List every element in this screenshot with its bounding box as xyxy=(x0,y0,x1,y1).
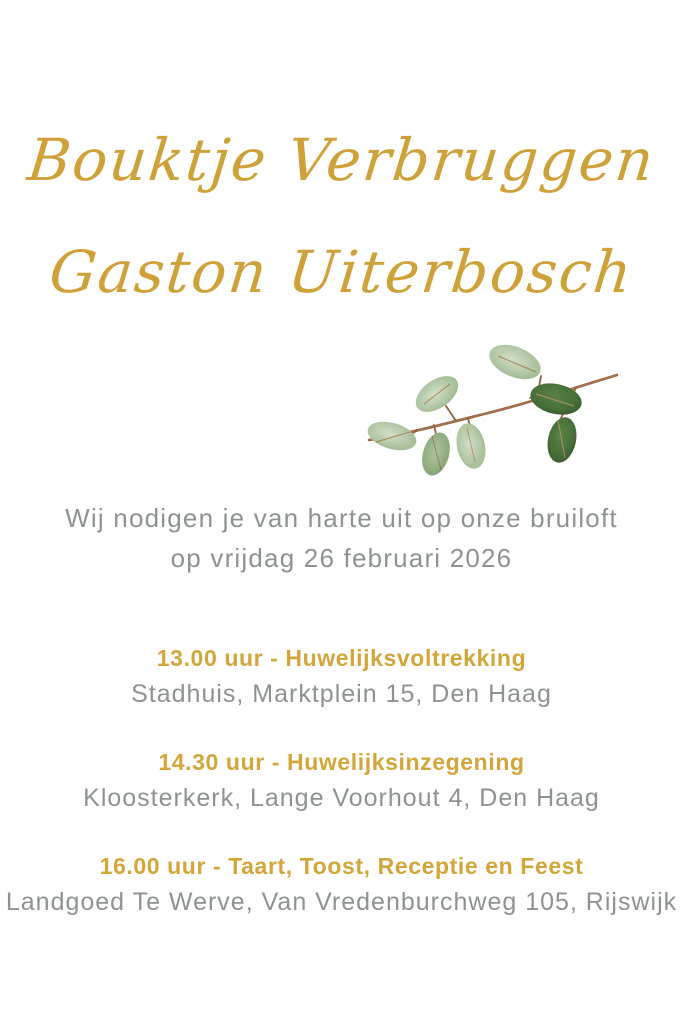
eucalyptus-branch-icon xyxy=(352,330,628,486)
invitation-intro xyxy=(0,498,683,578)
schedule-item-ceremony xyxy=(0,642,683,712)
schedule-time-title: 14.30 uur - Huwelijksinzegening xyxy=(158,749,525,775)
schedule-item-blessing xyxy=(0,746,683,816)
couple-names xyxy=(0,0,683,328)
schedule-time-title: 13.00 uur - Huwelijksvoltrekking xyxy=(156,645,527,671)
partner2-name: Gaston Uiterbosch xyxy=(46,238,637,306)
schedule-time-title: 16.00 uur - Taart, Toost, Receptie en Feest xyxy=(99,853,584,879)
schedule-item-reception xyxy=(0,850,683,920)
schedule-location: Landgoed Te Werve, Van Vredenburchweg 105, Rijswijk xyxy=(5,888,678,916)
intro-line-1: Wij nodigen je van harte uit op onze bruiloft xyxy=(65,503,618,533)
intro-line-2: op vrijdag 26 februari 2026 xyxy=(170,543,513,573)
event-schedule xyxy=(0,642,683,920)
schedule-location: Stadhuis, Marktplein 15, Den Haag xyxy=(131,680,552,708)
schedule-location: Kloosterkerk, Lange Voorhout 4, Den Haag xyxy=(83,784,600,812)
partner1-name: Bouktje Verbruggen xyxy=(24,126,659,194)
